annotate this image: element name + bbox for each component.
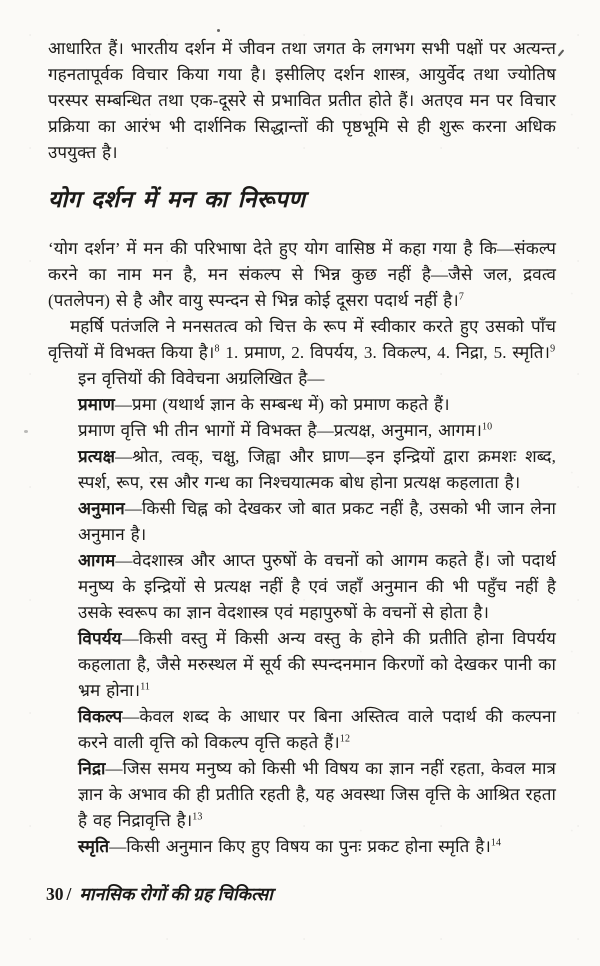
scan-speck-artifact [217, 29, 220, 32]
vritti-item-anumana: अनुमान—किसी चिह्न को देखकर जो बात प्रकट नहीं है, उसको भी जान लेना अनुमान है। [78, 499, 557, 544]
footer-separator: / [66, 884, 72, 904]
scan-speck-artifact [24, 430, 28, 433]
intro-paragraph: आधारित हैं। भारतीय दर्शन में जीवन तथा जगत के लगभग सभी पक्षों पर अत्यन्त गहनतापूर्वक विचार किया गया है। इसीलिए दर्शन शास्त्र, आयुर्वेद तथा ज्योतिष परस्पर सम्बन्धित तथा एक-दूसरे से प्रभावित प्रतीत होते हैं। अतएव मन पर विचार प्रक्रिया का आरंभ भी दार्शनिक सिद्धान्तों की पृष्ठभूमि से ही शुरू करना अधिक उपयुक्त है। [48, 39, 556, 162]
vritti-item-nidra: निद्रा—जिस समय मनुष्य को किसी भी विषय का ज्ञान नहीं रहता, केवल मात्र ज्ञान के अभाव की ही प्रतीति रहती है, यह अवस्था जिस वृत्ति के आश्रित रहता है वह निद्रावृत्ति है।$^{13}$ [78, 759, 556, 830]
vritti-item-pratyaksha: प्रत्यक्ष—श्रोत, त्वक्, चक्षु, जिह्वा और घ्राण—इन इन्द्रियों द्वारा क्रमशः शब्द, स्पर्श, रूप, रस और गन्ध का निश्चयात्मक बोध होना प्रत्यक्ष कहलाता है। [78, 447, 556, 492]
vritti-definitions-block [78, 366, 556, 860]
patanjali-paragraph: महर्षि पतंजलि ने मनसतत्व को चित्त के रूप में स्वीकार करते हुए उसको पाँच वृत्तियों में विभक्त किया है।$^8$ 1. प्रमाण, 2. विपर्यय, 3. विकल्प, 4. निद्रा, 5. स्मृति।$^9$ [48, 317, 556, 362]
vritti-item-agama: आगम—वेदशास्त्र और आप्त पुरुषों के वचनों को आगम कहते हैं। जो पदार्थ मनुष्य के इन्द्रियों से प्रत्यक्ष नहीं है एवं जहाँ अनुमान की भी पहुँच नहीं है उसके स्वरूप का ज्ञान वेदशास्त्र एवं महापुरुषों के वचनों से होता है। [78, 551, 556, 622]
vritti-item-smriti: स्मृति—किसी अनुमान किए हुए विषय का पुनः प्रकट होना स्मृति है।$^{14}$ [78, 837, 502, 856]
vritti-lead-line: इन वृत्तियों की विवेचना अग्रलिखित है— [78, 369, 325, 388]
vritti-item-vikalpa: विकल्प—केवल शब्द के आधार पर बिना अस्तित्व वाले पदार्थ की कल्पना करने वाली वृत्ति को विकल्प वृत्ति कहते हैं।$^{12}$ [78, 707, 556, 752]
scan-hyphen-artifact [558, 49, 565, 56]
vritti-item-viparyaya: विपर्यय—किसी वस्तु में किसी अन्य वस्तु के होने की प्रतीति होना विपर्यय कहलाता है, जैसे मरुस्थल में सूर्य की स्पन्दनमान किरणों को देखकर पानी का भ्रम होना।$^{11}$ [78, 629, 556, 700]
book-title: मानसिक रोगों की ग्रह चिकित्सा [79, 884, 273, 904]
page-footer [46, 882, 273, 906]
vritti-item-pramana-types: प्रमाण वृत्ति भी तीन भागों में विभक्त है—प्रत्यक्ष, अनुमान, आगम।$^{10}$ [78, 421, 493, 440]
yoga-vasistha-paragraph: ‘योग दर्शन’ में मन की परिभाषा देते हुए योग वासिष्ठ में कहा गया है कि—संकल्प करने का नाम मन है, मन संकल्प से भिन्न कुछ नहीं है—जैसे जल, द्रवत्व (पतलेपन) से है और वायु स्पन्दन से भिन्न कोई दूसरा पदार्थ नहीं है।$^7$ [48, 239, 556, 310]
page-number: 30 [46, 884, 64, 904]
section-heading: योग दर्शन में मन का निरूपण [48, 187, 306, 212]
vritti-item-pramana: प्रमाण—प्रमा (यथार्थ ज्ञान के सम्बन्ध में) को प्रमाण कहते हैं। [78, 395, 450, 414]
